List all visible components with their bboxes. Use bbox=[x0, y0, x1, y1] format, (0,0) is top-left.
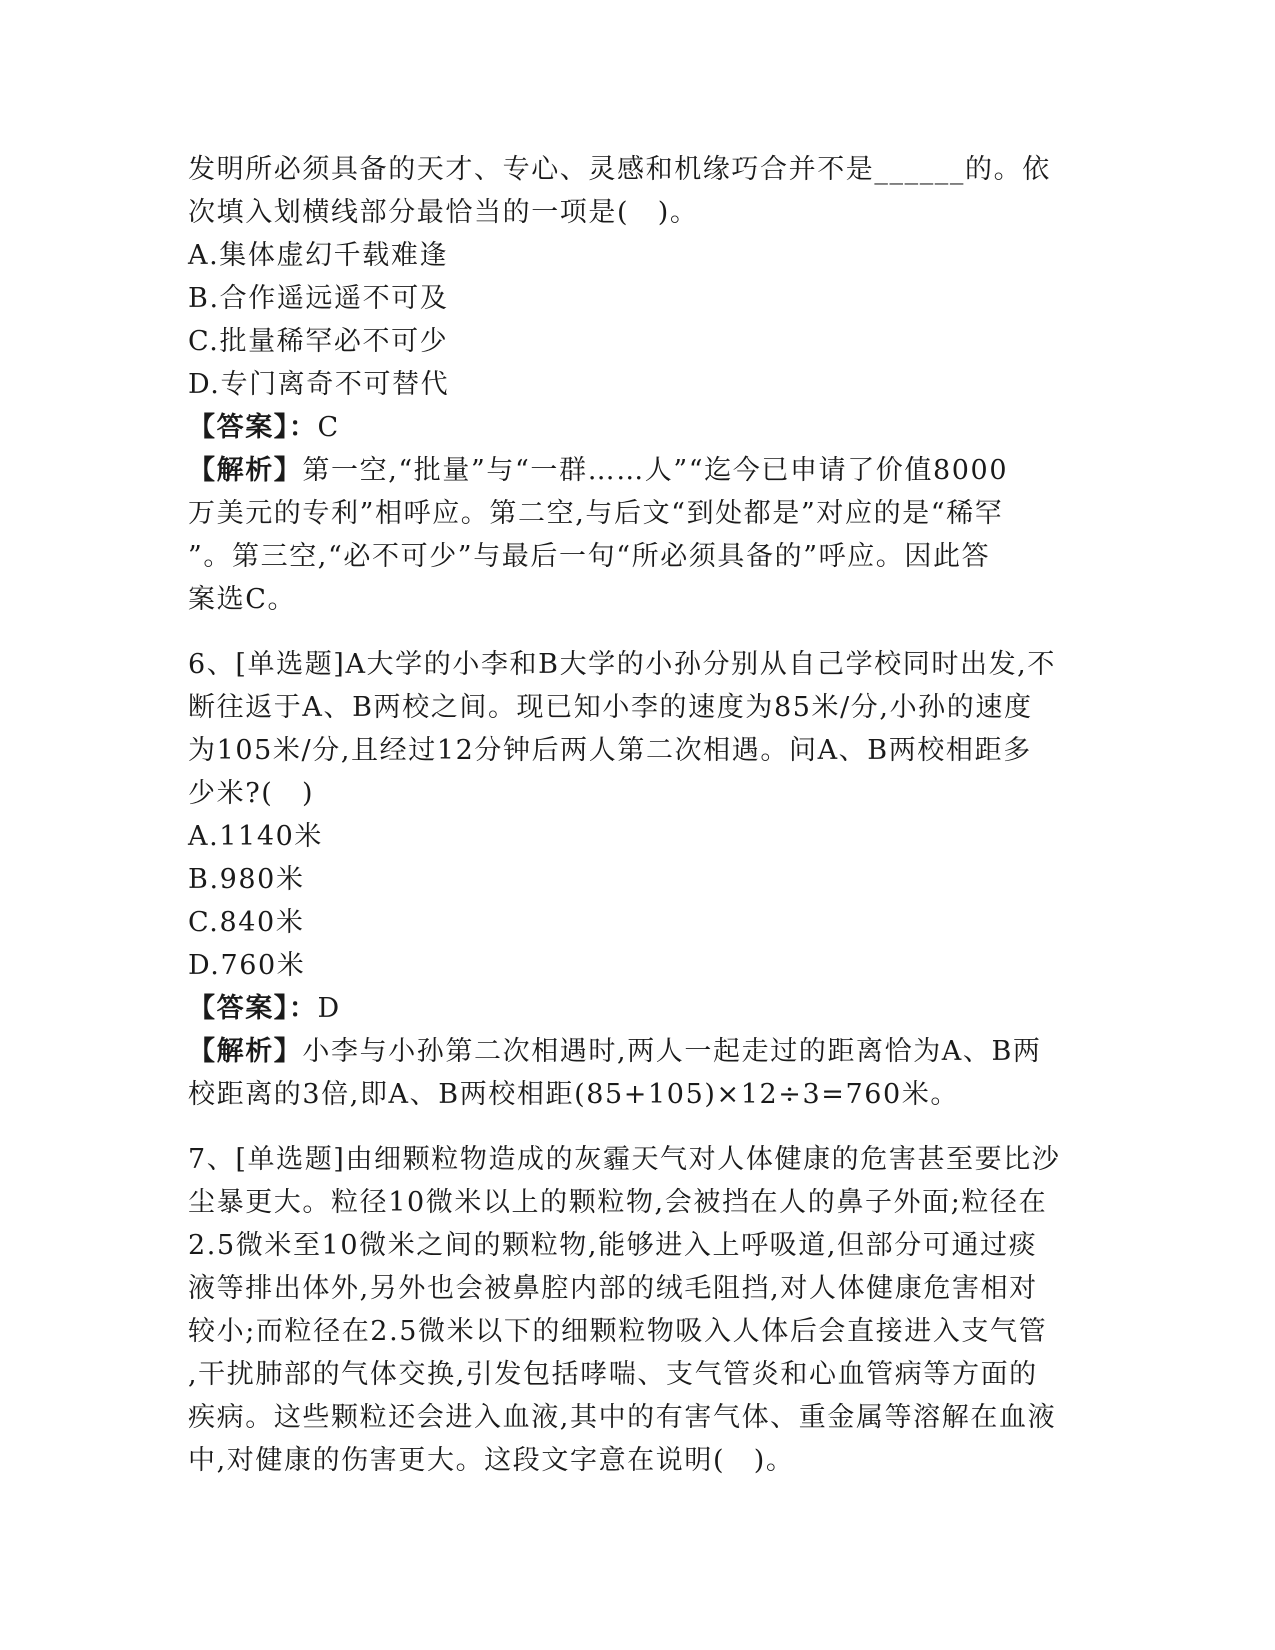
document-page bbox=[188, 148, 1088, 1482]
question-text-line: 6、[单选题]A大学的小李和B大学的小孙分别从自己学校同时出发,不 bbox=[188, 649, 1056, 680]
option-a: A.集体虚幻千载难逢 bbox=[188, 240, 449, 271]
analysis-text-line: 校距离的3倍,即A、B两校相距(85+105)×12÷3=760米。 bbox=[188, 1079, 960, 1110]
question-text-line: 次填入划横线部分最恰当的一项是( )。 bbox=[188, 197, 699, 228]
analysis-line bbox=[188, 1030, 1088, 1073]
question-text-line: 断往返于A、B两校之间。现已知小李的速度为85米/分,小孙的速度 bbox=[188, 692, 1033, 723]
analysis-label: 【解析】 bbox=[188, 1036, 303, 1067]
answer-label: 【答案】： bbox=[188, 412, 318, 443]
question-text-line: 尘暴更大。粒径10微米以上的颗粒物,会被挡在人的鼻子外面;粒径在 bbox=[188, 1187, 1048, 1218]
analysis-text-line: ”。第三空,“必不可少”与最后一句“所必须具备的”呼应。因此答 bbox=[188, 541, 991, 572]
question-text-line: 7、[单选题]由细颗粒物造成的灰霾天气对人体健康的危害甚至要比沙 bbox=[188, 1144, 1061, 1175]
option-b: B.合作遥远遥不可及 bbox=[188, 283, 449, 314]
option-a: A.1140米 bbox=[188, 821, 323, 852]
question-text-line: 少米?( ) bbox=[188, 778, 315, 809]
question-text-line: 中,对健康的伤害更大。这段文字意在说明( )。 bbox=[188, 1445, 795, 1476]
question-7 bbox=[188, 1138, 1088, 1482]
answer-line bbox=[188, 987, 1088, 1030]
answer-value: D bbox=[317, 993, 341, 1024]
analysis-label: 【解析】 bbox=[188, 455, 303, 486]
option-d: D.760米 bbox=[188, 950, 306, 981]
option-d: D.专门离奇不可替代 bbox=[188, 369, 450, 400]
answer-value: C bbox=[317, 412, 340, 443]
answer-label: 【答案】： bbox=[188, 993, 318, 1024]
answer-line bbox=[188, 406, 1088, 449]
question-text-line: 疾病。这些颗粒还会进入血液,其中的有害气体、重金属等溶解在血液 bbox=[188, 1402, 1057, 1433]
question-text-line: 液等排出体外,另外也会被鼻腔内部的绒毛阻挡,对人体健康危害相对 bbox=[188, 1273, 1038, 1304]
question-text-line: ,干扰肺部的气体交换,引发包括哮喘、支气管炎和心血管病等方面的 bbox=[188, 1359, 1038, 1390]
option-c: C.批量稀罕必不可少 bbox=[188, 326, 449, 357]
analysis-text-line: 万美元的专利”相呼应。第二空,与后文“到处都是”对应的是“稀罕 bbox=[188, 498, 1004, 529]
question-6 bbox=[188, 643, 1088, 1116]
question-text-line: 发明所必须具备的天才、专心、灵感和机缘巧合并不是______的。依 bbox=[188, 154, 1051, 185]
option-c: C.840米 bbox=[188, 907, 305, 938]
analysis-line bbox=[188, 449, 1088, 492]
analysis-text-line: 案选C。 bbox=[188, 584, 297, 615]
question-text-line: 2.5微米至10微米之间的颗粒物,能够进入上呼吸道,但部分可通过痰 bbox=[188, 1230, 1038, 1261]
analysis-text: 第一空,“批量”与“一群……人”“迄今已申请了价值8000 bbox=[302, 455, 1009, 486]
analysis-text: 小李与小孙第二次相遇时,两人一起走过的距离恰为A、B两 bbox=[302, 1036, 1042, 1067]
question-text-line: 较小;而粒径在2.5微米以下的细颗粒物吸入人体后会直接进入支气管 bbox=[188, 1316, 1048, 1347]
question-text-line: 为105米/分,且经过12分钟后两人第二次相遇。问A、B两校相距多 bbox=[188, 735, 1032, 766]
option-b: B.980米 bbox=[188, 864, 305, 895]
question-5-tail bbox=[188, 148, 1088, 621]
